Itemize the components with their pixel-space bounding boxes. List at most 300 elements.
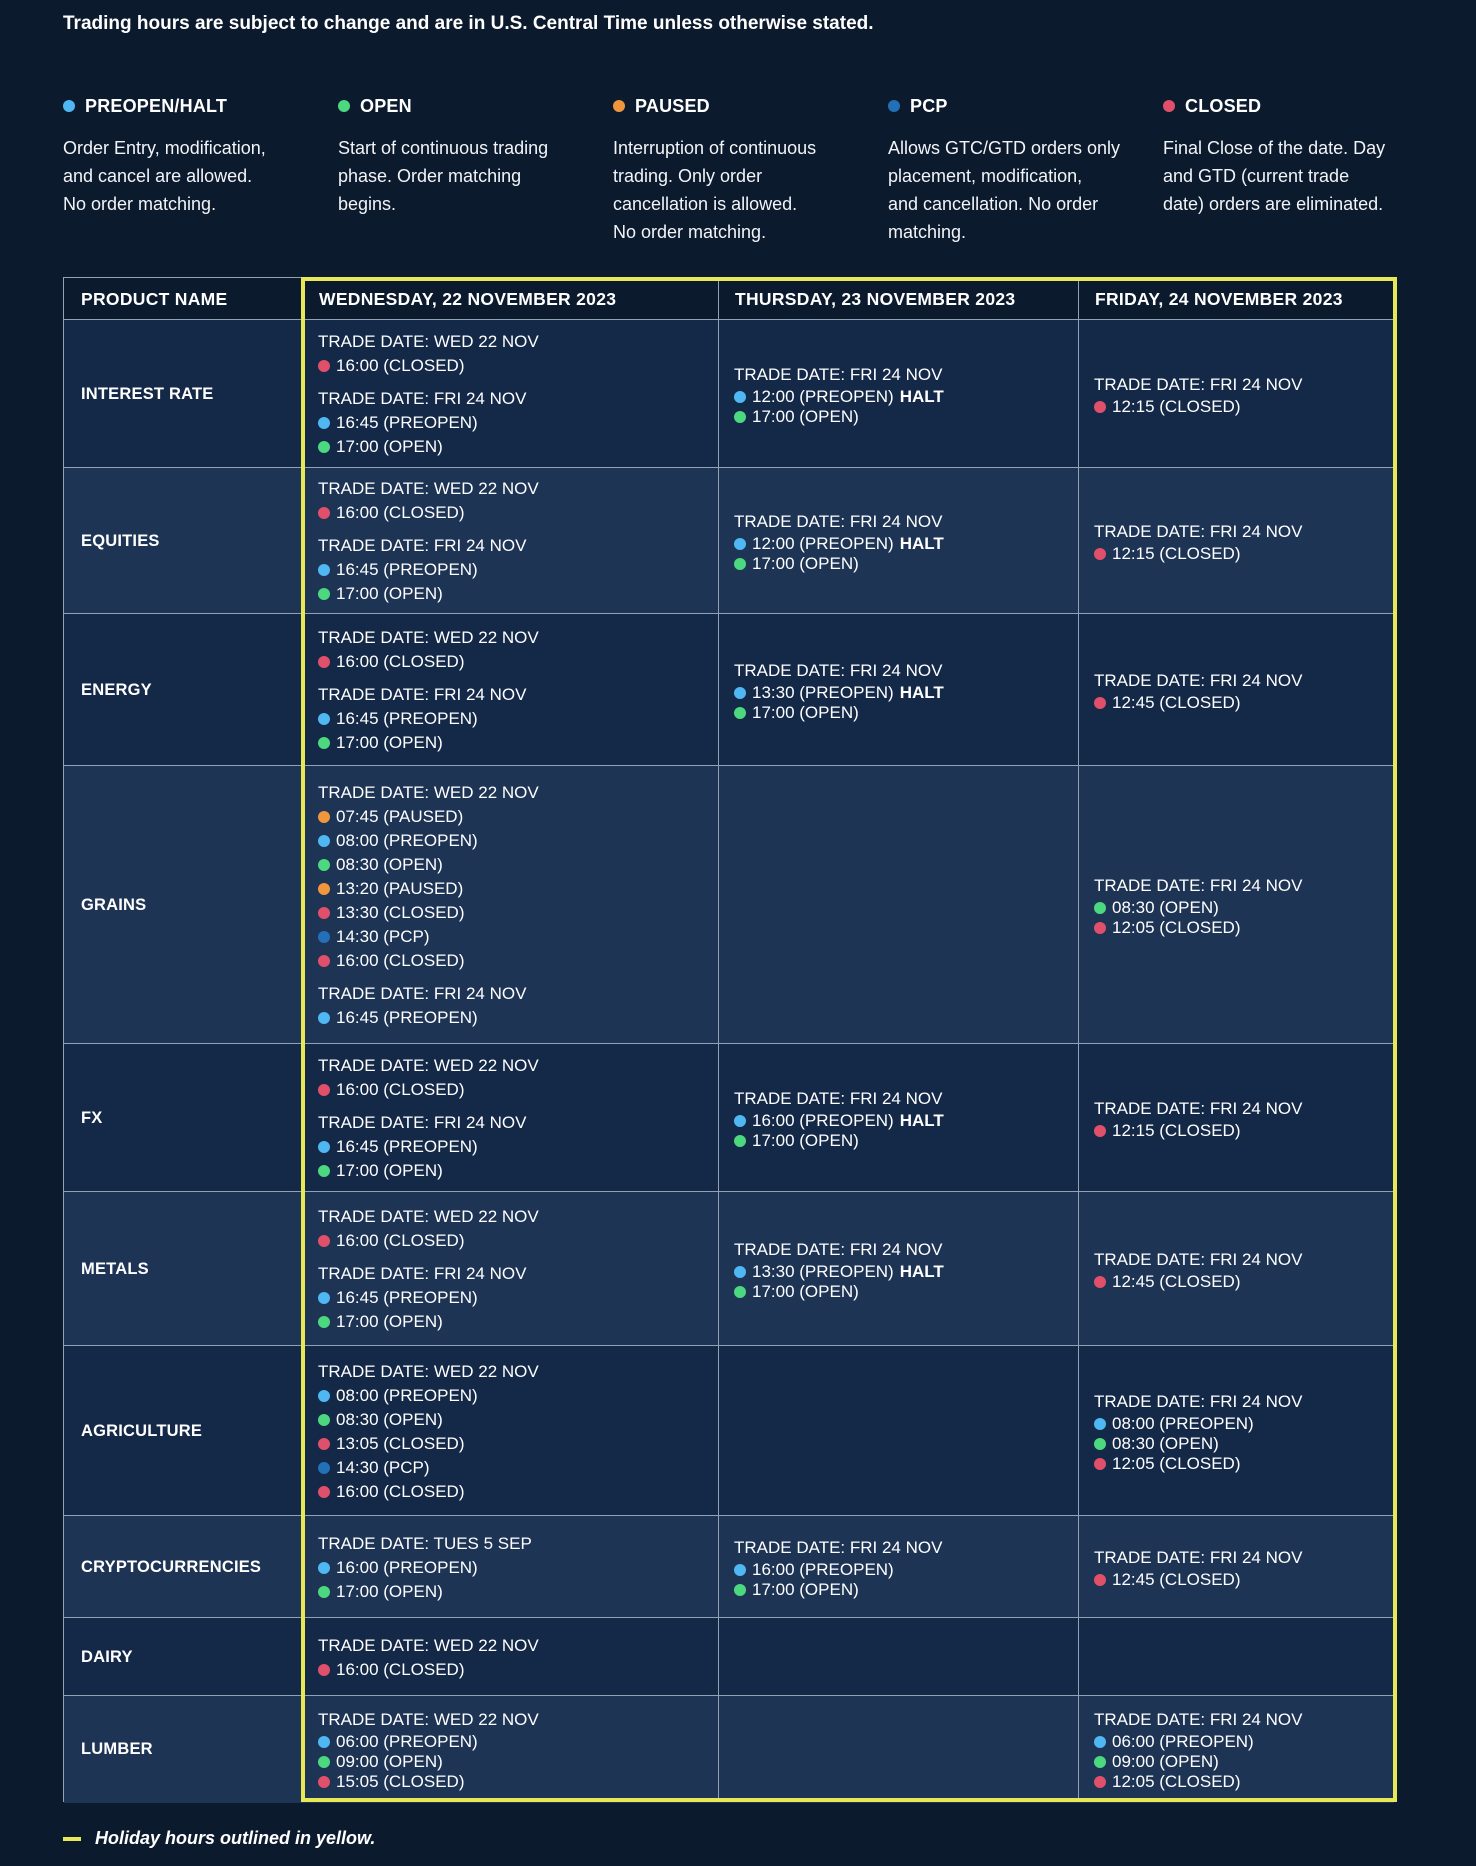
product-name: CRYPTOCURRENCIES bbox=[81, 1557, 262, 1576]
column-header: WEDNESDAY, 22 NOVEMBER 2023 bbox=[319, 288, 617, 309]
session-event bbox=[318, 558, 718, 582]
schedule-cell-fri bbox=[1078, 1618, 1396, 1696]
session-event bbox=[1094, 544, 1396, 564]
session-event bbox=[318, 877, 718, 901]
open-status-dot-icon bbox=[318, 737, 330, 749]
column-header: PRODUCT NAME bbox=[81, 288, 228, 309]
paused-status-dot-icon bbox=[318, 883, 330, 895]
session-event-text: 12:05 (CLOSED) bbox=[1112, 1453, 1241, 1473]
preopen-status-dot-icon bbox=[1094, 1418, 1106, 1430]
legend-description-line: date) orders are eliminated. bbox=[1163, 194, 1384, 214]
closed-status-dot-icon bbox=[318, 1664, 330, 1676]
session-event-text: 16:00 (PREOPEN) bbox=[752, 1559, 894, 1579]
session-event-text: 15:05 (CLOSED) bbox=[336, 1772, 465, 1791]
session-event bbox=[318, 1159, 718, 1183]
product-name-cell bbox=[64, 614, 302, 766]
open-status-dot-icon bbox=[734, 707, 746, 719]
trade-date-block bbox=[734, 658, 1078, 723]
legend-description-line: and cancel are allowed. bbox=[63, 166, 253, 186]
legend-description-line: phase. Order matching bbox=[338, 166, 522, 186]
trade-date-block bbox=[318, 1707, 718, 1792]
trade-date-label: TRADE DATE: FRI 24 NOV bbox=[1094, 1098, 1303, 1118]
session-event-text: 16:00 (PREOPEN) bbox=[752, 1110, 894, 1130]
trade-date-block bbox=[1094, 372, 1396, 417]
legend-label-text: PCP bbox=[910, 95, 948, 116]
session-event-text: 17:00 (OPEN) bbox=[752, 1281, 859, 1301]
session-event bbox=[1094, 1414, 1396, 1434]
preopen-status-dot-icon bbox=[318, 1736, 330, 1748]
closed-status-dot-icon bbox=[318, 1438, 330, 1450]
trade-date-label: TRADE DATE: FRI 24 NOV bbox=[1094, 521, 1303, 541]
trade-date-label: TRADE DATE: FRI 24 NOV bbox=[318, 536, 527, 555]
legend-label-text: PAUSED bbox=[635, 95, 710, 116]
table-row bbox=[64, 1618, 1394, 1696]
trade-date-label: TRADE DATE: FRI 24 NOV bbox=[1094, 1391, 1303, 1411]
session-event bbox=[734, 1131, 1078, 1151]
closed-status-dot-icon bbox=[318, 1486, 330, 1498]
session-event-text: 17:00 (OPEN) bbox=[752, 1579, 859, 1599]
schedule-cell-fri bbox=[1078, 468, 1396, 614]
session-event bbox=[734, 1282, 1078, 1302]
session-event-text: 16:00 (PREOPEN) bbox=[336, 1557, 478, 1577]
product-name-cell bbox=[64, 468, 302, 614]
trade-date-label: TRADE DATE: FRI 24 NOV bbox=[318, 1113, 527, 1132]
table-row bbox=[64, 1346, 1394, 1516]
session-event bbox=[318, 1310, 718, 1334]
legend-label bbox=[613, 92, 863, 120]
closed-status-dot-icon bbox=[1094, 1458, 1106, 1470]
session-event-text: 14:30 (PCP) bbox=[336, 927, 430, 946]
session-event bbox=[318, 411, 718, 435]
trade-date-block bbox=[1094, 873, 1396, 938]
preopen-status-dot-icon bbox=[734, 1564, 746, 1576]
schedule-cell-fri bbox=[1078, 614, 1396, 766]
open-status-dot-icon bbox=[318, 1586, 330, 1598]
legend-description-line: begins. bbox=[338, 194, 397, 214]
schedule-cell-thu bbox=[718, 468, 1078, 614]
trade-date-block bbox=[1094, 519, 1396, 564]
column-divider bbox=[718, 278, 719, 1801]
schedule-cell-thu bbox=[718, 766, 1078, 1044]
session-event bbox=[318, 1229, 718, 1253]
closed-status-dot-icon bbox=[1094, 697, 1106, 709]
table-header-row bbox=[64, 278, 1394, 320]
trade-date-label: TRADE DATE: FRI 24 NOV bbox=[1094, 1710, 1303, 1729]
legend-label bbox=[63, 92, 313, 120]
session-event-text: 06:00 (PREOPEN) bbox=[1112, 1732, 1254, 1751]
trade-date-label: TRADE DATE: WED 22 NOV bbox=[318, 1710, 539, 1729]
trade-date-label: TRADE DATE: FRI 24 NOV bbox=[734, 1088, 943, 1108]
table-row bbox=[64, 1192, 1394, 1346]
pcp-status-dot-icon bbox=[318, 1462, 330, 1474]
trade-date-label: TRADE DATE: FRI 24 NOV bbox=[318, 685, 527, 704]
legend-description-line: Order Entry, modification, bbox=[63, 138, 266, 158]
column-header: FRIDAY, 24 NOVEMBER 2023 bbox=[1095, 288, 1343, 309]
paused-status-dot-icon bbox=[613, 100, 625, 112]
open-status-dot-icon bbox=[318, 1414, 330, 1426]
trade-date-block bbox=[1094, 1247, 1396, 1292]
session-event bbox=[734, 554, 1078, 574]
session-event bbox=[318, 650, 718, 674]
trade-date-label: TRADE DATE: TUES 5 SEP bbox=[318, 1533, 532, 1553]
legend-label bbox=[888, 92, 1138, 120]
open-status-dot-icon bbox=[1094, 1756, 1106, 1768]
preopen-status-dot-icon bbox=[1094, 1736, 1106, 1748]
closed-status-dot-icon bbox=[1094, 548, 1106, 560]
trade-date-label: TRADE DATE: FRI 24 NOV bbox=[1094, 1547, 1303, 1567]
schedule-cell-wed bbox=[302, 1618, 718, 1696]
session-event bbox=[734, 1580, 1078, 1600]
preopen-status-dot-icon bbox=[318, 1390, 330, 1402]
closed-status-dot-icon bbox=[318, 1776, 330, 1788]
halt-label: HALT bbox=[899, 533, 944, 553]
session-event bbox=[1094, 898, 1396, 918]
session-event bbox=[734, 1560, 1078, 1580]
closed-status-dot-icon bbox=[1094, 1276, 1106, 1288]
closed-status-dot-icon bbox=[1163, 100, 1175, 112]
trade-date-label: TRADE DATE: FRI 24 NOV bbox=[734, 1537, 943, 1557]
schedule-cell-wed bbox=[302, 1044, 718, 1192]
schedule-cell-fri bbox=[1078, 320, 1396, 468]
session-event-text: 12:00 (PREOPEN) bbox=[752, 386, 894, 406]
session-event-text: 16:00 (CLOSED) bbox=[336, 356, 465, 375]
session-event bbox=[734, 683, 1078, 703]
session-event-text: 08:30 (OPEN) bbox=[336, 1409, 443, 1429]
session-event bbox=[318, 949, 718, 973]
closed-status-dot-icon bbox=[318, 907, 330, 919]
schedule-cell-thu bbox=[718, 614, 1078, 766]
closed-status-dot-icon bbox=[1094, 1574, 1106, 1586]
schedule-cell-fri bbox=[1078, 1696, 1396, 1803]
trade-date-label: TRADE DATE: WED 22 NOV bbox=[318, 783, 539, 802]
schedule-cell-fri bbox=[1078, 766, 1396, 1044]
product-name: GRAINS bbox=[81, 895, 147, 914]
session-event bbox=[318, 582, 718, 606]
session-event-text: 14:30 (PCP) bbox=[336, 1457, 430, 1477]
preopen-status-dot-icon bbox=[734, 687, 746, 699]
session-event-text: 17:00 (OPEN) bbox=[336, 1312, 443, 1331]
trade-date-label: TRADE DATE: WED 22 NOV bbox=[318, 332, 539, 351]
session-event-text: 17:00 (OPEN) bbox=[752, 1130, 859, 1150]
schedule-cell-fri bbox=[1078, 1516, 1396, 1618]
trade-date-block bbox=[1094, 1096, 1396, 1141]
legend-description-line: placement, modification, bbox=[888, 166, 1083, 186]
product-name: METALS bbox=[81, 1259, 149, 1278]
session-event-text: 09:00 (OPEN) bbox=[336, 1752, 443, 1771]
trade-date-label: TRADE DATE: FRI 24 NOV bbox=[734, 660, 943, 680]
table-row bbox=[64, 468, 1394, 614]
table-row bbox=[64, 320, 1394, 468]
session-event-text: 12:45 (CLOSED) bbox=[1112, 692, 1241, 712]
session-event bbox=[318, 501, 718, 525]
session-event bbox=[318, 1732, 718, 1752]
session-event bbox=[318, 1006, 718, 1030]
session-event-text: 17:00 (OPEN) bbox=[336, 733, 443, 752]
session-event-text: 08:30 (OPEN) bbox=[1112, 1433, 1219, 1453]
column-header: THURSDAY, 23 NOVEMBER 2023 bbox=[735, 288, 1016, 309]
trade-date-block bbox=[734, 509, 1078, 574]
session-event-text: 12:45 (CLOSED) bbox=[1112, 1271, 1241, 1291]
session-event-text: 12:15 (CLOSED) bbox=[1112, 396, 1241, 416]
trade-date-label: TRADE DATE: FRI 24 NOV bbox=[1094, 1249, 1303, 1269]
trade-date-block bbox=[318, 1261, 718, 1334]
halt-label: HALT bbox=[899, 1110, 944, 1130]
legend-description-line: Interruption of continuous bbox=[613, 138, 817, 158]
trade-date-block bbox=[734, 362, 1078, 427]
legend-label-text: CLOSED bbox=[1185, 95, 1262, 116]
preopen-status-dot-icon bbox=[63, 100, 75, 112]
schedule-cell-thu bbox=[718, 1618, 1078, 1696]
holiday-footnote bbox=[63, 1828, 375, 1849]
session-event-text: 13:30 (PREOPEN) bbox=[752, 682, 894, 702]
session-event bbox=[318, 1456, 718, 1480]
schedule-cell-wed bbox=[302, 320, 718, 468]
open-status-dot-icon bbox=[318, 588, 330, 600]
session-event bbox=[734, 703, 1078, 723]
session-event bbox=[318, 731, 718, 755]
session-event bbox=[318, 1135, 718, 1159]
product-name-cell bbox=[64, 1346, 302, 1516]
trade-date-label: TRADE DATE: FRI 24 NOV bbox=[318, 389, 527, 408]
session-event-text: 17:00 (OPEN) bbox=[752, 406, 859, 426]
legend-description bbox=[338, 134, 588, 218]
pcp-status-dot-icon bbox=[888, 100, 900, 112]
session-event-text: 08:00 (PREOPEN) bbox=[336, 1385, 478, 1405]
preopen-status-dot-icon bbox=[318, 1012, 330, 1024]
closed-status-dot-icon bbox=[1094, 1776, 1106, 1788]
table-row bbox=[64, 1044, 1394, 1192]
table-row bbox=[64, 614, 1394, 766]
trade-date-label: TRADE DATE: FRI 24 NOV bbox=[318, 984, 527, 1003]
session-event-text: 16:00 (CLOSED) bbox=[336, 951, 465, 970]
schedule-cell-wed bbox=[302, 1516, 718, 1618]
trade-date-block bbox=[318, 981, 718, 1030]
legend-description bbox=[1163, 134, 1413, 218]
open-status-dot-icon bbox=[1094, 902, 1106, 914]
trade-date-block bbox=[318, 1633, 718, 1682]
product-name: INTEREST RATE bbox=[81, 384, 214, 403]
schedule-cell-thu bbox=[718, 1044, 1078, 1192]
product-name: ENERGY bbox=[81, 680, 152, 699]
schedule-cell-thu bbox=[718, 1696, 1078, 1803]
session-event bbox=[318, 1772, 718, 1792]
session-event bbox=[318, 1078, 718, 1102]
trade-date-block bbox=[318, 329, 718, 378]
preopen-status-dot-icon bbox=[318, 564, 330, 576]
trade-date-block bbox=[318, 1053, 718, 1102]
yellow-dash-icon bbox=[63, 1837, 81, 1841]
session-event-text: 13:30 (PREOPEN) bbox=[752, 1261, 894, 1281]
trade-date-label: TRADE DATE: WED 22 NOV bbox=[318, 1056, 539, 1075]
session-event bbox=[318, 1408, 718, 1432]
trade-date-label: TRADE DATE: FRI 24 NOV bbox=[1094, 670, 1303, 690]
closed-status-dot-icon bbox=[318, 955, 330, 967]
trade-date-label: TRADE DATE: FRI 24 NOV bbox=[734, 1239, 943, 1259]
preopen-status-dot-icon bbox=[734, 391, 746, 403]
product-name: EQUITIES bbox=[81, 531, 160, 550]
trade-date-label: TRADE DATE: FRI 24 NOV bbox=[734, 511, 943, 531]
trade-date-block bbox=[734, 1535, 1078, 1600]
trade-date-block bbox=[318, 1531, 718, 1604]
open-status-dot-icon bbox=[318, 1165, 330, 1177]
schedule-cell-wed bbox=[302, 468, 718, 614]
trade-date-block bbox=[318, 476, 718, 525]
legend-label bbox=[1163, 92, 1413, 120]
session-event bbox=[318, 354, 718, 378]
session-event-text: 12:45 (CLOSED) bbox=[1112, 1569, 1241, 1589]
session-event bbox=[1094, 1570, 1396, 1590]
preopen-status-dot-icon bbox=[318, 1292, 330, 1304]
halt-label: HALT bbox=[899, 682, 944, 702]
session-event-text: 13:20 (PAUSED) bbox=[336, 879, 464, 898]
session-event-text: 16:45 (PREOPEN) bbox=[336, 709, 478, 728]
trade-date-label: TRADE DATE: WED 22 NOV bbox=[318, 1635, 539, 1655]
footnote-text: Holiday hours outlined in yellow. bbox=[95, 1828, 376, 1848]
trade-date-block bbox=[318, 682, 718, 755]
open-status-dot-icon bbox=[734, 1286, 746, 1298]
preopen-status-dot-icon bbox=[318, 713, 330, 725]
session-event-text: 06:00 (PREOPEN) bbox=[336, 1732, 478, 1751]
session-event bbox=[318, 1580, 718, 1604]
legend-description bbox=[613, 134, 863, 246]
session-event bbox=[1094, 918, 1396, 938]
session-event-text: 16:45 (PREOPEN) bbox=[336, 1008, 478, 1027]
legend-description-line: matching. bbox=[888, 222, 967, 242]
trade-date-label: TRADE DATE: FRI 24 NOV bbox=[1094, 374, 1303, 394]
session-event-text: 16:00 (CLOSED) bbox=[336, 1080, 465, 1099]
session-event bbox=[734, 1111, 1078, 1131]
trade-date-block bbox=[318, 625, 718, 674]
session-event bbox=[318, 1658, 718, 1682]
trade-date-block bbox=[1094, 1707, 1396, 1792]
preopen-status-dot-icon bbox=[734, 1266, 746, 1278]
session-event bbox=[1094, 1454, 1396, 1474]
open-status-dot-icon bbox=[734, 1584, 746, 1596]
session-event bbox=[1094, 1752, 1396, 1772]
session-event-text: 12:05 (CLOSED) bbox=[1112, 917, 1241, 937]
column-divider bbox=[1078, 278, 1079, 1801]
trade-date-label: TRADE DATE: FRI 24 NOV bbox=[318, 1264, 527, 1283]
legend-description-line: Allows GTC/GTD orders only bbox=[888, 138, 1121, 158]
trade-date-label: TRADE DATE: WED 22 NOV bbox=[318, 1207, 539, 1226]
trade-date-block bbox=[734, 1086, 1078, 1151]
session-event bbox=[318, 901, 718, 925]
schedule-cell-thu bbox=[718, 1192, 1078, 1346]
session-event-text: 16:45 (PREOPEN) bbox=[336, 413, 478, 432]
session-event-text: 13:05 (CLOSED) bbox=[336, 1433, 465, 1453]
session-event bbox=[318, 1480, 718, 1504]
session-event-text: 12:05 (CLOSED) bbox=[1112, 1772, 1241, 1791]
session-event bbox=[318, 1286, 718, 1310]
product-name: DAIRY bbox=[81, 1647, 133, 1666]
product-name-cell bbox=[64, 320, 302, 468]
product-name-cell bbox=[64, 766, 302, 1044]
session-event bbox=[1094, 1121, 1396, 1141]
legend-item-open bbox=[338, 92, 588, 218]
session-event-text: 13:30 (CLOSED) bbox=[336, 903, 465, 922]
preopen-status-dot-icon bbox=[318, 1562, 330, 1574]
session-event-text: 07:45 (PAUSED) bbox=[336, 807, 464, 826]
status-legend bbox=[63, 92, 1423, 252]
trading-hours-notice: Trading hours are subject to change and are in U.S. Central Time unless otherwise stated. bbox=[63, 13, 874, 34]
session-event-text: 16:00 (CLOSED) bbox=[336, 652, 465, 671]
session-event-text: 16:00 (CLOSED) bbox=[336, 503, 465, 522]
legend-description-line: Start of continuous trading bbox=[338, 138, 549, 158]
session-event bbox=[1094, 1772, 1396, 1792]
trade-date-block bbox=[1094, 668, 1396, 713]
session-event bbox=[734, 387, 1078, 407]
preopen-status-dot-icon bbox=[734, 538, 746, 550]
legend-description-line: and GTD (current trade bbox=[1163, 166, 1350, 186]
session-event-text: 17:00 (OPEN) bbox=[336, 437, 443, 456]
halt-label: HALT bbox=[899, 386, 944, 406]
product-name-cell bbox=[64, 1192, 302, 1346]
session-event bbox=[1094, 693, 1396, 713]
trade-date-block bbox=[318, 533, 718, 606]
session-event bbox=[318, 1384, 718, 1408]
closed-status-dot-icon bbox=[318, 507, 330, 519]
legend-description-line: No order matching. bbox=[613, 222, 767, 242]
trade-date-label: TRADE DATE: FRI 24 NOV bbox=[1094, 875, 1303, 895]
product-name: FX bbox=[81, 1108, 103, 1127]
product-name: LUMBER bbox=[81, 1740, 153, 1758]
legend-item-preopen bbox=[63, 92, 313, 218]
legend-description-line: Final Close of the date. Day bbox=[1163, 138, 1386, 158]
product-name-cell bbox=[64, 1618, 302, 1696]
session-event-text: 16:00 (CLOSED) bbox=[336, 1659, 465, 1679]
schedule-cell-thu bbox=[718, 1516, 1078, 1618]
closed-status-dot-icon bbox=[1094, 922, 1106, 934]
session-event bbox=[318, 829, 718, 853]
paused-status-dot-icon bbox=[318, 811, 330, 823]
schedule-cell-wed bbox=[302, 614, 718, 766]
legend-description-line: cancellation is allowed. bbox=[613, 194, 798, 214]
trade-date-block bbox=[318, 386, 718, 459]
session-event bbox=[318, 853, 718, 877]
closed-status-dot-icon bbox=[318, 1084, 330, 1096]
trade-date-block bbox=[1094, 1389, 1396, 1474]
trade-date-block bbox=[318, 1204, 718, 1253]
trade-date-label: TRADE DATE: WED 22 NOV bbox=[318, 628, 539, 647]
session-event bbox=[318, 707, 718, 731]
legend-item-pcp bbox=[888, 92, 1138, 246]
schedule-cell-fri bbox=[1078, 1346, 1396, 1516]
trade-date-block bbox=[1094, 1545, 1396, 1590]
session-event-text: 17:00 (OPEN) bbox=[752, 553, 859, 573]
session-event-text: 12:15 (CLOSED) bbox=[1112, 1120, 1241, 1140]
schedule-cell-thu bbox=[718, 1346, 1078, 1516]
session-event bbox=[1094, 1434, 1396, 1454]
session-event-text: 08:30 (OPEN) bbox=[336, 855, 443, 874]
halt-label: HALT bbox=[899, 1261, 944, 1281]
trade-date-block bbox=[318, 1110, 718, 1183]
schedule-cell-wed bbox=[302, 1696, 718, 1803]
legend-description bbox=[888, 134, 1138, 246]
product-name-cell bbox=[64, 1516, 302, 1618]
product-name: AGRICULTURE bbox=[81, 1421, 203, 1440]
legend-label-text: PREOPEN/HALT bbox=[85, 95, 228, 116]
preopen-status-dot-icon bbox=[318, 417, 330, 429]
legend-label-text: OPEN bbox=[360, 95, 412, 116]
legend-item-closed bbox=[1163, 92, 1413, 218]
trade-date-block bbox=[318, 780, 718, 973]
open-status-dot-icon bbox=[1094, 1438, 1106, 1450]
session-event-text: 08:00 (PREOPEN) bbox=[1112, 1413, 1254, 1433]
open-status-dot-icon bbox=[734, 558, 746, 570]
legend-description-line: trading. Only order bbox=[613, 166, 763, 186]
session-event bbox=[318, 1556, 718, 1580]
session-event-text: 17:00 (OPEN) bbox=[336, 1161, 443, 1180]
